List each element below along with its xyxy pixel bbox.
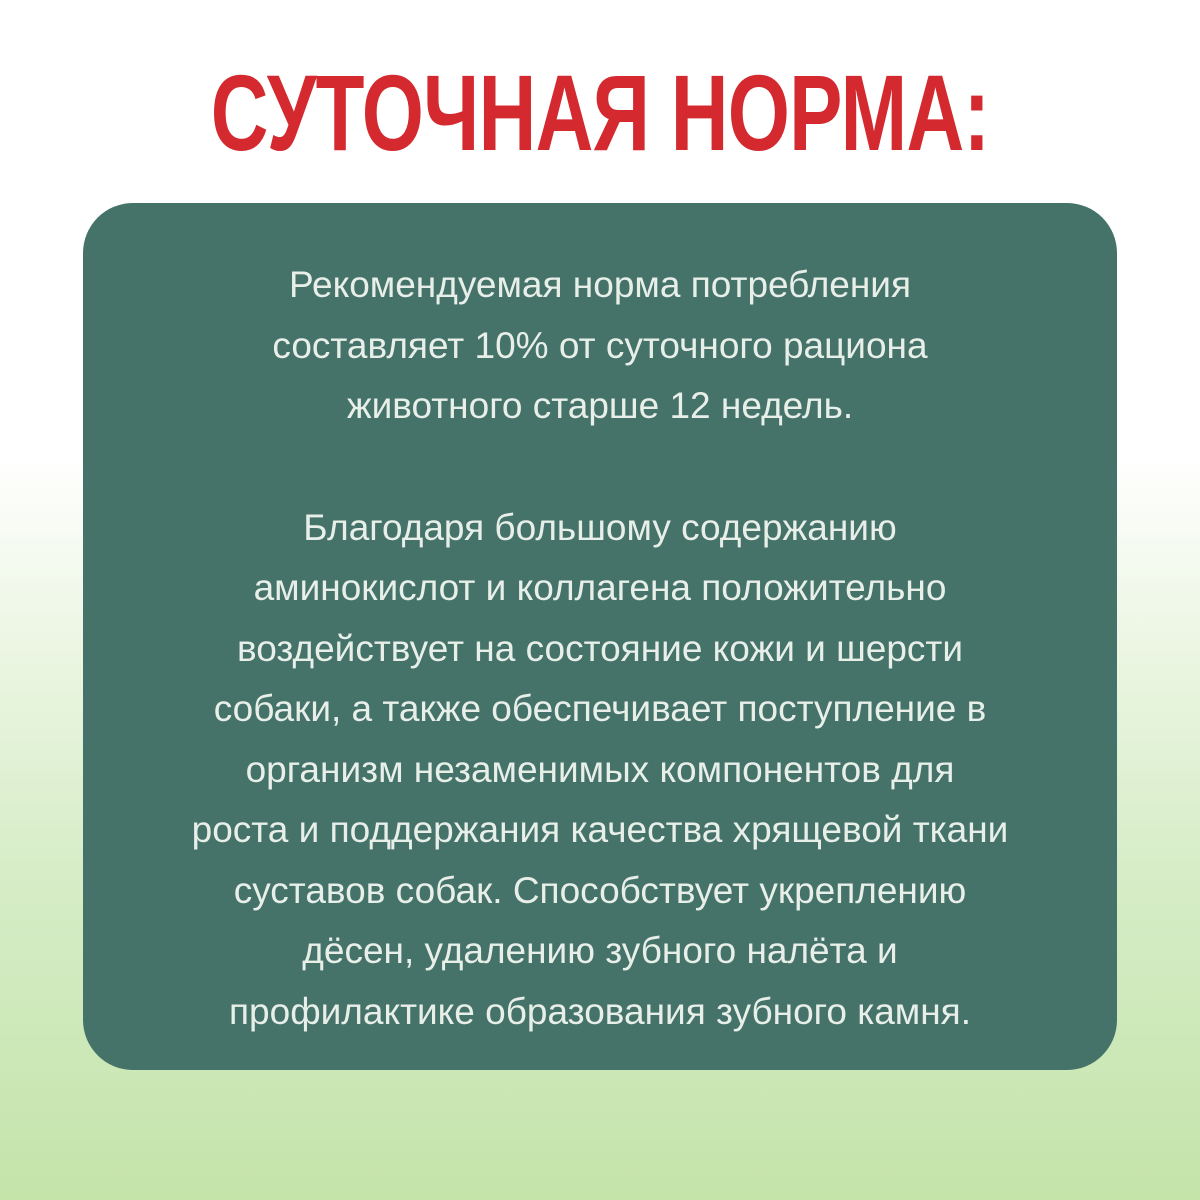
benefits-line: собаки, а также обеспечивает поступление в	[213, 688, 987, 729]
benefits-line: профилактике образования зубного камня.	[229, 990, 971, 1032]
benefits-line: аминокислот и коллагена положительно	[253, 567, 947, 608]
info-card	[83, 203, 1117, 1070]
paragraph-spacer	[93, 437, 1107, 498]
benefits-line: Благодаря большому содержанию	[303, 506, 897, 548]
benefits-line: воздействует на состояние кожи и шерсти	[236, 627, 964, 669]
dosage-line: животного старше 12 недель.	[346, 385, 854, 426]
benefits-line: роста и поддержания качества хрящевой ткани	[191, 809, 1009, 850]
benefits-paragraph	[93, 498, 1107, 1043]
heading-text: СУТОЧНАЯ НОРМА:	[210, 52, 990, 173]
page-heading	[0, 52, 1200, 173]
benefits-line: дёсен, удалению зубного налёта и	[302, 930, 898, 971]
benefits-line: организм незаменимых компонентов для	[245, 748, 955, 790]
dosage-paragraph	[93, 255, 1107, 437]
dosage-line: Рекомендуемая норма потребления	[288, 264, 912, 305]
benefits-line: суставов собак. Способствует укреплению	[233, 869, 967, 911]
dosage-line: составляет 10% от суточного рациона	[272, 324, 928, 366]
